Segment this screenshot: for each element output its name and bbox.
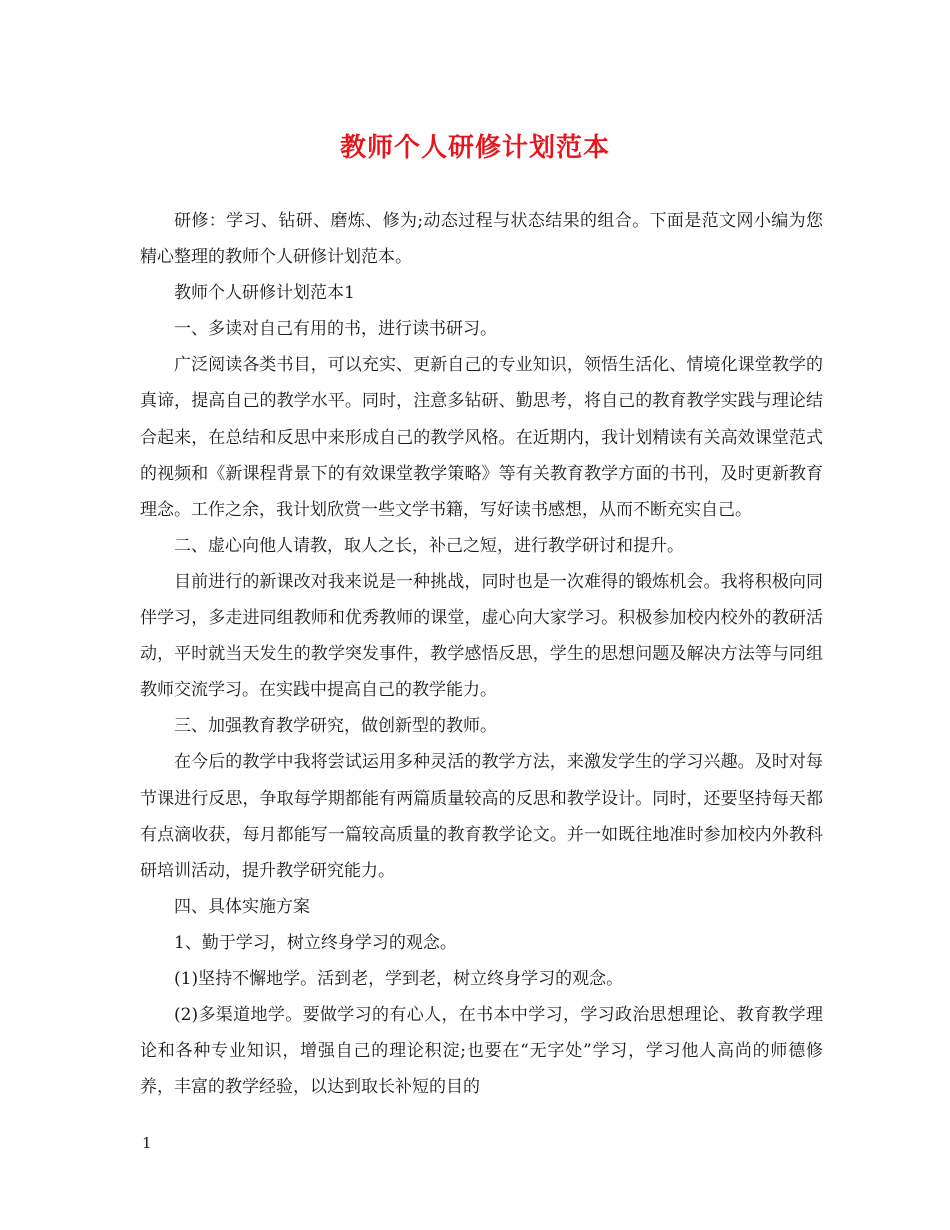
paragraph-section-3-body: 在今后的教学中我将尝试运用多种灵活的教学方法，来激发学生的学习兴趣。及时对每节课进行反思，争取每学期都能有两篇质量较高的反思和教学设计。同时，还要坚持每天都有点滴收获，每月都能写一篇较高质量的教育教学论文。并一如既往地准时参加校内外教科研培训活动，提升教学研究能力。	[140, 752, 823, 881]
paragraph-item-1: 1、勤于学习，树立终身学习的观念。	[174, 932, 457, 953]
document-title: 教师个人研修计划范本	[339, 133, 610, 163]
paragraph-section-2-body: 目前进行的新课改对我来说是一种挑战，同时也是一次难得的锻炼机会。我将积极向同伴学习，多走进同组教师和优秀教师的课堂，虚心向大家学习。积极参加校内校外的教研活动，平时就当天发生的教学突发事件，教学感悟反思，学生的思想问题及解决方法等与同组教师交流学习。在实践中提高自己的教学能力。	[140, 571, 823, 701]
paragraph-section-2-heading: 二、虚心向他人请教，取人之长，补己之短，进行教学研讨和提升。	[174, 535, 684, 556]
paragraph-section-1-body: 广泛阅读各类书目，可以充实、更新自己的专业知识，领悟生活化、情境化课堂教学的真谛，提高自己的教学水平。同时，注意多钻研、勤思考，将自己的教育教学实践与理论结合起来，在总结和反思中来形成自己的教学风格。在近期内，我计划精读有关高效课堂范式的视频和《新课程背景下的有效课堂教学策略》等有关教育教学方面的书刊，及时更新教育理念。工作之余，我计划欣赏一些文学书籍，写好读书感想，从而不断充实自己。	[140, 355, 823, 520]
paragraph-section-4-heading: 四、具体实施方案	[174, 896, 310, 917]
paragraph-section-3-heading: 三、加强教育教学研究，做创新型的教师。	[174, 716, 497, 737]
paragraph-item-1-2: (2)多渠道地学。要做学习的有心人，在书本中学习，学习政治思想理论、教育教学理论和各种专业知识，增强自己的理论积淀;也要在“无字处”学习，学习他人高尚的师德修养，丰富的教学经验，以达到取长补短的目的	[140, 1005, 823, 1098]
paragraph-intro: 研修：学习、钻研、磨炼、修为;动态过程与状态结果的组合。下面是范文网小编为您精心整理的教师个人研修计划范本。	[140, 211, 823, 268]
paragraph-item-1-1: (1)坚持不懈地学。活到老，学到老，树立终身学习的观念。	[174, 968, 624, 989]
page-number: 1	[142, 1134, 152, 1152]
paragraph-plan-heading: 教师个人研修计划范本1	[174, 283, 355, 304]
document-body	[140, 203, 823, 1105]
paragraph-section-1-heading: 一、多读对自己有用的书，进行读书研习。	[174, 319, 497, 340]
